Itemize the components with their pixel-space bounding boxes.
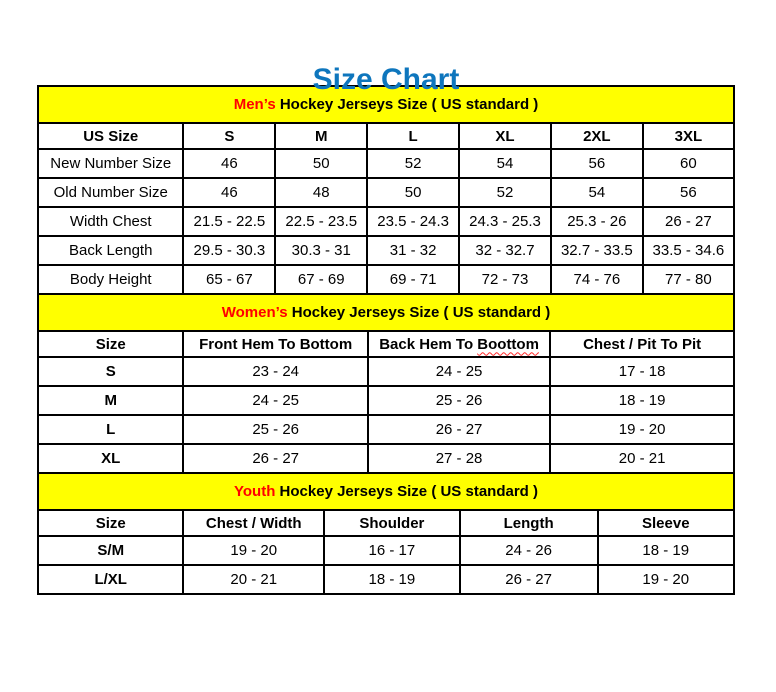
row-label: Body Height <box>38 265 183 294</box>
size-value-cell: 69 - 71 <box>367 265 459 294</box>
table-row <box>38 207 734 236</box>
size-table-womens <box>37 293 735 474</box>
size-value-cell: 67 - 69 <box>275 265 367 294</box>
row-label: Back Length <box>38 236 183 265</box>
size-value-cell: 50 <box>275 149 367 178</box>
size-value-cell: 22.5 - 23.5 <box>275 207 367 236</box>
row-label: S/M <box>38 536 183 565</box>
table-banner-row <box>38 473 734 510</box>
column-header-row <box>38 123 734 149</box>
size-value-cell: 77 - 80 <box>643 265 734 294</box>
column-header-text: Back Hem To <box>379 335 478 353</box>
size-value-cell: 65 - 67 <box>183 265 275 294</box>
size-value-cell: 54 <box>551 178 643 207</box>
row-label: L <box>38 415 183 444</box>
column-header-womens-0: Size <box>38 331 183 357</box>
size-value-cell: 52 <box>459 178 551 207</box>
page-title: Size Chart <box>312 63 460 96</box>
size-value-cell: 74 - 76 <box>551 265 643 294</box>
table-row <box>38 386 734 415</box>
banner-text: Hockey Jerseys Size ( US standard ) <box>275 96 539 113</box>
size-value-cell: 56 <box>551 149 643 178</box>
column-header-mens-0: US Size <box>38 123 183 149</box>
size-value-cell: 25 - 26 <box>183 415 367 444</box>
size-table-mens <box>37 85 735 295</box>
size-value-cell: 21.5 - 22.5 <box>183 207 275 236</box>
size-value-cell: 72 - 73 <box>459 265 551 294</box>
size-value-cell: 24 - 25 <box>183 386 367 415</box>
row-label: M <box>38 386 183 415</box>
size-value-cell: 30.3 - 31 <box>275 236 367 265</box>
column-header-youth-2: Shoulder <box>324 510 460 536</box>
size-value-cell: 26 - 27 <box>368 415 550 444</box>
column-header-womens-3: Chest / Pit To Pit <box>550 331 734 357</box>
size-value-cell: 24.3 - 25.3 <box>459 207 551 236</box>
column-header-mens-2: M <box>275 123 367 149</box>
column-header-row <box>38 331 734 357</box>
size-value-cell: 18 - 19 <box>324 565 460 594</box>
size-value-cell: 32.7 - 33.5 <box>551 236 643 265</box>
size-value-cell: 24 - 26 <box>460 536 598 565</box>
column-header-youth-4: Sleeve <box>598 510 734 536</box>
size-value-cell: 48 <box>275 178 367 207</box>
size-value-cell: 32 - 32.7 <box>459 236 551 265</box>
column-header-mens-4: XL <box>459 123 551 149</box>
column-header-womens-2 <box>368 331 550 357</box>
banner-highlight-text: Youth <box>234 483 276 500</box>
table-banner-row <box>38 294 734 331</box>
row-label: New Number Size <box>38 149 183 178</box>
table-row <box>38 536 734 565</box>
column-header-womens-1: Front Hem To Bottom <box>183 331 367 357</box>
column-header-mens-6: 3XL <box>643 123 734 149</box>
size-value-cell: 20 - 21 <box>183 565 324 594</box>
size-value-cell: 23.5 - 24.3 <box>367 207 459 236</box>
size-value-cell: 18 - 19 <box>598 536 734 565</box>
banner-text: Hockey Jerseys Size ( US standard ) <box>275 483 538 500</box>
column-header-row <box>38 510 734 536</box>
column-header-youth-0: Size <box>38 510 183 536</box>
size-value-cell: 19 - 20 <box>183 536 324 565</box>
banner-highlight-text: Men’s <box>233 96 276 113</box>
row-label: Old Number Size <box>38 178 183 207</box>
size-table-youth <box>37 472 735 595</box>
table-banner <box>38 294 734 331</box>
table-row <box>38 357 734 386</box>
size-value-cell: 50 <box>367 178 459 207</box>
row-label: L/XL <box>38 565 183 594</box>
size-value-cell: 25.3 - 26 <box>551 207 643 236</box>
size-value-cell: 16 - 17 <box>324 536 460 565</box>
row-label: S <box>38 357 183 386</box>
size-value-cell: 33.5 - 34.6 <box>643 236 734 265</box>
column-header-mens-3: L <box>367 123 459 149</box>
column-header-youth-3: Length <box>460 510 598 536</box>
size-value-cell: 23 - 24 <box>183 357 367 386</box>
size-value-cell: 26 - 27 <box>183 444 367 473</box>
column-header-mens-5: 2XL <box>551 123 643 149</box>
size-value-cell: 31 - 32 <box>367 236 459 265</box>
table-row <box>38 444 734 473</box>
size-value-cell: 26 - 27 <box>643 207 734 236</box>
size-value-cell: 20 - 21 <box>550 444 734 473</box>
size-value-cell: 24 - 25 <box>368 357 550 386</box>
table-row <box>38 565 734 594</box>
size-value-cell: 25 - 26 <box>368 386 550 415</box>
size-value-cell: 56 <box>643 178 734 207</box>
table-row <box>38 415 734 444</box>
size-value-cell: 26 - 27 <box>460 565 598 594</box>
size-value-cell: 27 - 28 <box>368 444 550 473</box>
table-row <box>38 178 734 207</box>
size-value-cell: 17 - 18 <box>550 357 734 386</box>
size-value-cell: 18 - 19 <box>550 386 734 415</box>
size-value-cell: 46 <box>183 178 275 207</box>
size-value-cell: 54 <box>459 149 551 178</box>
misspelled-word: Boottom <box>477 335 539 353</box>
size-value-cell: 60 <box>643 149 734 178</box>
column-header-youth-1: Chest / Width <box>183 510 324 536</box>
size-tables-container <box>0 85 776 595</box>
banner-highlight-text: Women’s <box>221 304 288 321</box>
size-value-cell: 19 - 20 <box>598 565 734 594</box>
banner-text: Hockey Jerseys Size ( US standard ) <box>287 304 551 321</box>
table-row <box>38 236 734 265</box>
size-value-cell: 52 <box>367 149 459 178</box>
size-value-cell: 19 - 20 <box>550 415 734 444</box>
row-label: XL <box>38 444 183 473</box>
size-value-cell: 46 <box>183 149 275 178</box>
row-label: Width Chest <box>38 207 183 236</box>
column-header-mens-1: S <box>183 123 275 149</box>
size-value-cell: 29.5 - 30.3 <box>183 236 275 265</box>
table-banner <box>38 473 734 510</box>
table-row <box>38 265 734 294</box>
table-row <box>38 149 734 178</box>
